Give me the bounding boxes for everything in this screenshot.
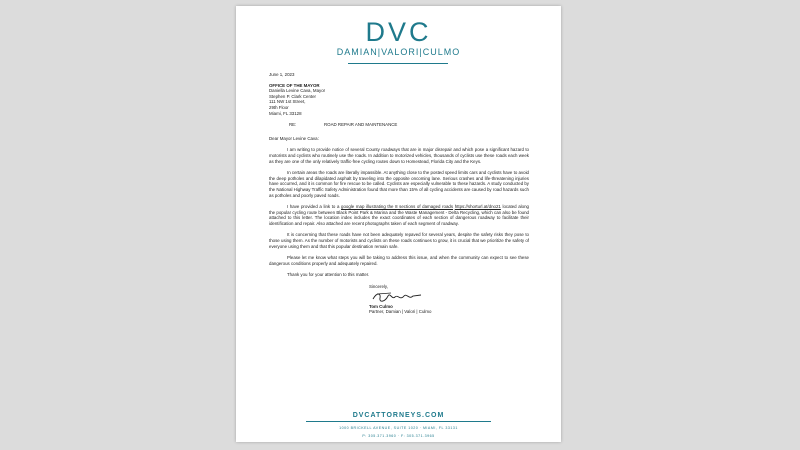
footer-address: 1000 BRICKELL AVENUE, SUITE 1020 · MIAMI, FL 33131 [339, 426, 458, 430]
short-url-link[interactable]: https://shorturl.at/dno21 [454, 204, 501, 210]
re-line [269, 122, 529, 128]
signer-name: Tom Culmo [369, 303, 393, 309]
paragraph-2: In certain areas the roads are literally impassible. At anything close to the posted speed limits cars and cyclists have to avoid the deep potholes and dilapidated asphalt by traveling into the opposite oncoming lane. Serious crashes and life-threatening injuries have occurred, and it is common for fire rescue to be called. Cyclists are especially vulnerable to these hazards. A study conducted by the National Highway Traffic Safety Administration found that more than 15% of all cycling accidents are caused by road hazards such as potholes and poorly paved roads. [269, 170, 529, 198]
recipient-address [269, 83, 529, 117]
para3-prefix: I have provided a link to a [287, 204, 340, 210]
recipient-line: 29th Floor [269, 104, 289, 110]
sign-off: Sincerely, [369, 284, 388, 290]
letterhead-logo [236, 18, 561, 57]
re-label: RE: [289, 122, 297, 128]
footer-website[interactable]: DVCATTORNEYS.COM [352, 412, 445, 419]
signature-block [369, 284, 529, 315]
paragraph-4: It is concerning that these roads have not been adequately repaved for several years, despite the safety risks they pose to those using them. As the number of motorists and cyclists on these roads continues to grow, it is crucial that we prioritize the safety of everyone using them and that this popular destination remain safe. [269, 232, 529, 249]
salutation: Dear Mayor Levine Cava: [269, 135, 319, 141]
letter-date: June 1, 2023 [269, 72, 295, 77]
re-subject: ROAD REPAIR AND MAINTENANCE [324, 122, 398, 128]
recipient-line: OFFICE OF THE MAYOR [269, 82, 320, 88]
recipient-line: Daniella Levine Cava, Mayor [269, 88, 326, 94]
recipient-line: Miami, FL 33128 [269, 110, 302, 116]
letter-body [269, 72, 529, 315]
recipient-line: Stephen P. Clark Center [269, 93, 317, 99]
firm-name: DAMIAN|VALORI|CULMO [336, 47, 461, 57]
paragraph-5: Please let me know what steps you will be taking to address this issue, and when the community can expect to see these dangerous conditions properly and adequately repaired. [269, 255, 529, 266]
footer-phones: P: 305.371.3960 · F: 305.371.3965 [362, 434, 435, 438]
recipient-line: 111 NW 1st Street, [269, 99, 306, 105]
closing-line: Thank you for your attention to this matter. [287, 272, 370, 278]
footer-divider [306, 421, 491, 422]
letter-page [236, 6, 561, 442]
para3-suffix: located along the popular cycling route between Black Point Park & Marina and the Waste Management - Delta Recycling, which can also be found attached to this letter. The location index includes the exact coordinates of each section of dangerous roadway to facilitate their identification and repair. Also attached are recent photographs taken of each segment of roadway. [269, 204, 529, 226]
paragraph-3 [269, 204, 529, 226]
handwritten-signature [369, 290, 529, 304]
google-map-link[interactable]: google map illustrating the 8 sections of damaged roads [341, 204, 454, 210]
signer-title: Partner, Damian | Valori | Culmo [369, 309, 432, 315]
paragraph-1: I am writing to provide notice of several County roadways that are in major disrepair and which pose a significant hazard to motorists and cyclists who routinely use the roads. In addition to motorized vehicles, thousands of cyclists use these roads each week as they are one of the only relatively traffic-free cycling routes down to Homestead, Florida City and the Keys. [269, 147, 529, 164]
letterhead-divider [348, 63, 448, 64]
logo-text: DVC [365, 17, 432, 47]
